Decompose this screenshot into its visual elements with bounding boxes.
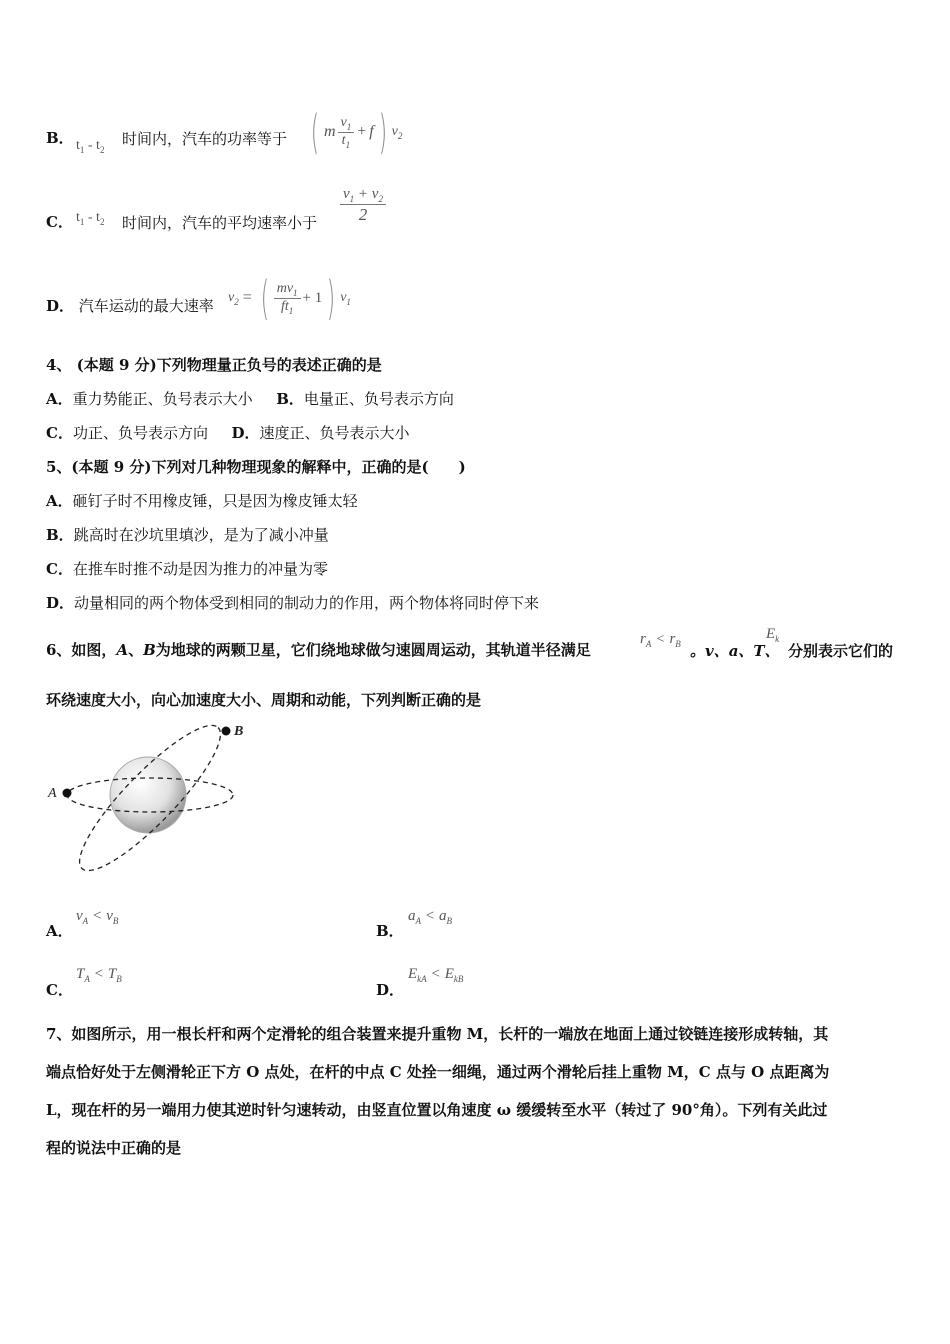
- q6-option-d[interactable]: [376, 979, 404, 1000]
- formula-radius-compare: $r_A < r_B$: [640, 631, 681, 649]
- option-label: B．: [276, 390, 304, 408]
- q7-line1: 7、如图所示，用一根长杆和两个定滑轮的组合装置来提升重物 M，长杆的一端放在地面上通过铰链连接形成转轴，其: [46, 1025, 829, 1043]
- option-label: B．: [46, 129, 74, 147]
- formula-ta-tb: $T_A < T_B$: [76, 966, 122, 984]
- formula-va-vb: $v_A < v_B$: [76, 908, 119, 926]
- q3-option-d[interactable]: [46, 296, 214, 316]
- option-text: 动量相同的两个物体受到相同的制动力的作用，两个物体将同时停下来: [74, 594, 540, 612]
- option-text: 功正、负号表示方向: [72, 424, 208, 442]
- option-label: D．: [46, 594, 75, 612]
- q7-line3: L，现在杆的另一端用力使其逆时针匀速转动，由竖直位置以角速度 ω 缓缓转至水平（转过了 90°角）。下列有关此过: [46, 1101, 828, 1119]
- q4-option-d[interactable]: [232, 424, 410, 442]
- option-label: D．: [46, 297, 75, 315]
- option-label: A．: [46, 492, 73, 510]
- q5-option-c[interactable]: [46, 559, 328, 579]
- q4-option-c[interactable]: [46, 424, 208, 442]
- q5-stem: 5、(本题 9 分)下列对几种物理现象的解释中，正确的是( ): [46, 458, 466, 476]
- formula-ek: $E_k$: [766, 626, 780, 644]
- q4-options-cd: [46, 423, 410, 443]
- option-text: 重力势能正、负号表示大小: [72, 390, 253, 408]
- formula-eka-ekb: $E_{kA} < E_{kB}$: [408, 966, 464, 984]
- q4-option-a[interactable]: [46, 390, 253, 408]
- option-text: 汽车运动的最大速率: [78, 297, 214, 315]
- q4-options-ab: [46, 389, 454, 409]
- stem-text: 为地球的两颗卫星，它们绕地球做匀速圆周运动，其轨道半径满足: [155, 641, 591, 659]
- satellite-a: [63, 789, 72, 798]
- interval-t1-t2: $t_1 - t_2$: [76, 138, 105, 155]
- option-text: 跳高时在沙坑里填沙，是为了减小冲量: [73, 526, 329, 544]
- option-text: 砸钉子时不用橡皮锤，只是因为橡皮锤太轻: [72, 492, 358, 510]
- option-text: 时间内，汽车的平均速率小于: [122, 214, 318, 232]
- option-label: D．: [376, 981, 405, 999]
- satellite-orbit-figure: [40, 718, 250, 878]
- q6-stem-line2: 环绕速度大小，向心加速度大小、周期和动能，下列判断正确的是: [46, 691, 482, 709]
- formula-aa-ab: $a_A < a_B$: [408, 908, 453, 926]
- option-label: C．: [46, 213, 73, 231]
- q6-vars: 。v、a、T、: [690, 642, 780, 660]
- q4-stem: 4、 (本题 9 分)下列物理量正负号的表述正确的是: [46, 356, 382, 374]
- label-b: B: [234, 724, 244, 739]
- var-b: B: [143, 641, 156, 659]
- formula-max-speed: $v_2$ = ( $\frac{mv_1}{ft_1}$ + 1 ) $v_1$: [228, 271, 351, 325]
- option-label: D．: [231, 424, 260, 442]
- q6-stem-line1: [46, 640, 591, 660]
- interval-t1-t2: $t_1 - t_2$: [76, 210, 105, 227]
- option-label: B．: [376, 922, 404, 940]
- q4-option-b[interactable]: [276, 390, 454, 408]
- q5-option-a[interactable]: [46, 491, 358, 511]
- var-a: A: [116, 641, 129, 659]
- q7-line2: 端点恰好处于左侧滑轮正下方 O 点处，在杆的中点 C 处拴一细绳，通过两个滑轮后挂上重物 M，C 点与 O 点距离为: [46, 1063, 830, 1081]
- formula-power: ( m $\frac{v_1}{t_1}$ + f ) $v_2$: [310, 105, 403, 159]
- q6-option-a[interactable]: [46, 920, 73, 941]
- option-text: 电量正、负号表示方向: [303, 390, 454, 408]
- q6-option-c[interactable]: [46, 979, 73, 1000]
- option-label: A．: [46, 390, 73, 408]
- option-label: A．: [46, 922, 73, 940]
- q6-stem-part3: 分别表示它们的: [788, 642, 894, 660]
- option-label: C．: [46, 424, 73, 442]
- q5-option-d[interactable]: [46, 593, 539, 613]
- satellite-b: [222, 727, 231, 736]
- option-label: C．: [46, 981, 73, 999]
- q3-option-c[interactable]: [46, 212, 73, 232]
- label-a: A: [48, 786, 57, 801]
- formula-average-speed: $\frac{v_1 + v_2}{2}$: [340, 186, 386, 225]
- option-text: 速度正、负号表示大小: [259, 424, 410, 442]
- option-text: 在推车时推不动是因为推力的冲量为零: [72, 560, 328, 578]
- option-text: 时间内，汽车的功率等于: [122, 130, 288, 148]
- q5-option-b[interactable]: [46, 525, 329, 545]
- separator: 、: [128, 641, 144, 659]
- earth-circle: [110, 757, 186, 833]
- q6-option-b[interactable]: [376, 920, 404, 941]
- q7-line4: 程的说法中正确的是: [46, 1139, 182, 1157]
- q3-option-b[interactable]: [46, 128, 74, 148]
- option-label: B．: [46, 526, 74, 544]
- stem-text: 6、如图，: [46, 641, 117, 659]
- option-label: C．: [46, 560, 73, 578]
